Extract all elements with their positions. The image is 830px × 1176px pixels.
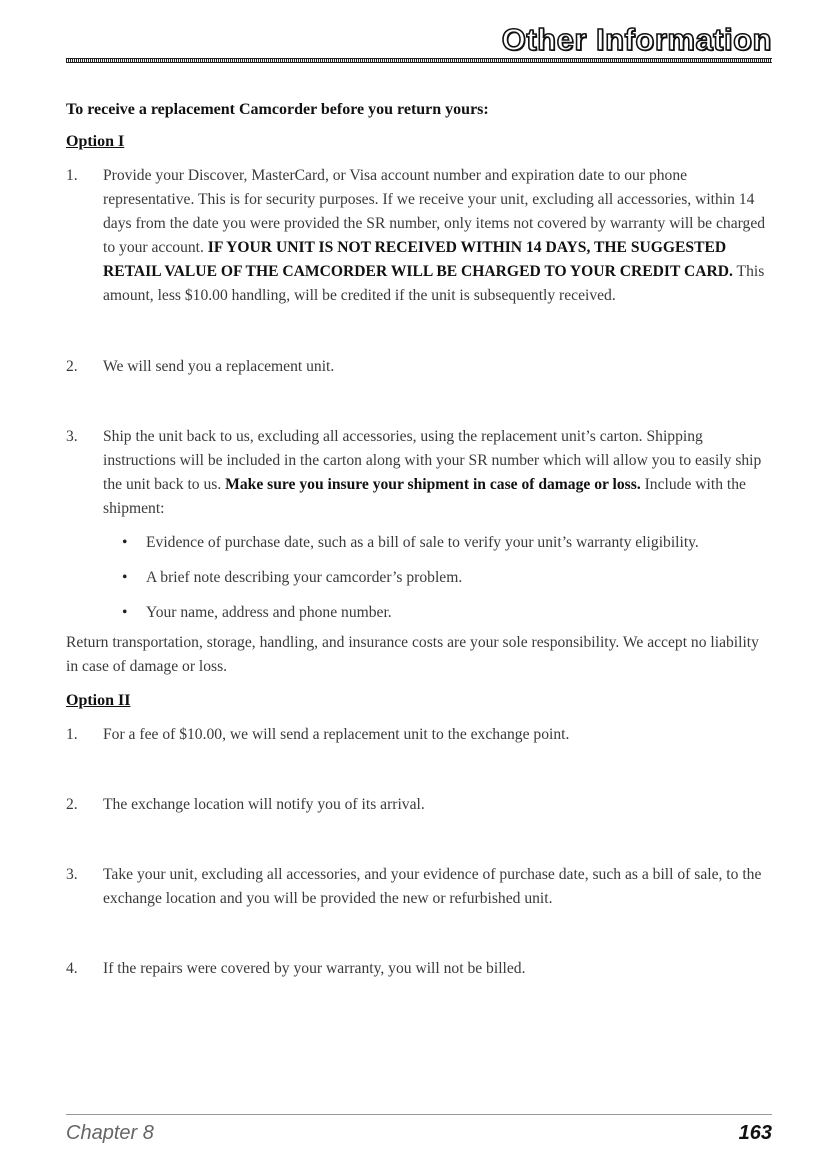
step-text: Ship the unit back to us, excluding all accessories, using the replacement unit’s carton. Shipping instructions will be included in the carton along with your SR number which will allow you to easily ship the unit back to us. [103,428,762,493]
step-number: 1. [66,167,78,184]
option-2-step-2 [66,793,772,817]
step-text: For a fee of $10.00, we will send a replacement unit to the exchange point. [103,726,570,743]
step-text: Provide your Discover, MasterCard, or Visa account number and expiration date to our phone representative. This is for security purposes. If we receive your unit, excluding all accessories, within 14 days from the date you were provided the SR number, only items not covered by warranty will be charged to your account. [103,167,766,256]
step-number: 3. [66,428,78,445]
step-text: The exchange location will notify you of its arrival. [103,796,425,813]
bullet-item [66,601,772,625]
option-1-step-1 [66,164,772,308]
bullet-item [66,531,772,555]
step-number: 2. [66,358,78,375]
bullet-icon: • [122,604,128,621]
option-1-step-2 [66,355,772,379]
step-number: 2. [66,796,78,813]
step-text-continued: Include with the shipment: [103,476,746,517]
step-text-continued: This amount, less $10.00 handling, will be credited if the unit is subsequently received. [103,263,765,304]
bullet-text: Your name, address and phone number. [146,604,392,621]
option-1-step-3 [66,425,772,625]
footer-chapter-label: Chapter 8 [66,1122,154,1144]
page-content [66,98,772,981]
footer-rule [66,1114,772,1115]
step-text: Take your unit, excluding all accessories, and your evidence of purchase date, such as a bill of sale, to the exchange location and you will be provided the new or refurbished unit. [103,866,762,907]
step-number: 3. [66,866,78,883]
option-1-steps [66,164,772,625]
bullet-text: Evidence of purchase date, such as a bill of sale to verify your unit’s warranty eligibility. [146,534,699,551]
option-2-steps [66,723,772,981]
page-header-title: Other Information [501,22,772,57]
step-text: We will send you a replacement unit. [103,358,335,375]
bullet-item [66,566,772,590]
step-number: 1. [66,726,78,743]
step-number: 4. [66,960,78,977]
page-number: 163 [738,1122,772,1144]
option-1-heading: Option I [66,133,125,150]
step-emphasis: Make sure you insure your shipment in case of damage or loss. [225,476,641,493]
bullet-icon: • [122,569,128,586]
step-warning: IF YOUR UNIT IS NOT RECEIVED WITHIN 14 DAYS, THE SUGGESTED RETAIL VALUE OF THE CAMCORDER WILL BE CHARGED TO YOUR CREDIT CARD. [103,239,733,280]
bullet-icon: • [122,534,128,551]
option-2-step-4 [66,957,772,981]
header-rule [66,58,772,63]
bullet-text: A brief note describing your camcorder’s problem. [146,569,463,586]
step-text: If the repairs were covered by your warranty, you will not be billed. [103,960,526,977]
option-2-step-1 [66,723,772,747]
option-2-step-3 [66,863,772,911]
intro-heading: To receive a replacement Camcorder before you return yours: [66,101,489,118]
shipment-bullet-list [66,531,772,625]
option-2-heading: Option II [66,692,131,709]
option-1-closing: Return transportation, storage, handling, and insurance costs are your sole responsibility. We accept no liability in case of damage or loss. [66,634,759,675]
